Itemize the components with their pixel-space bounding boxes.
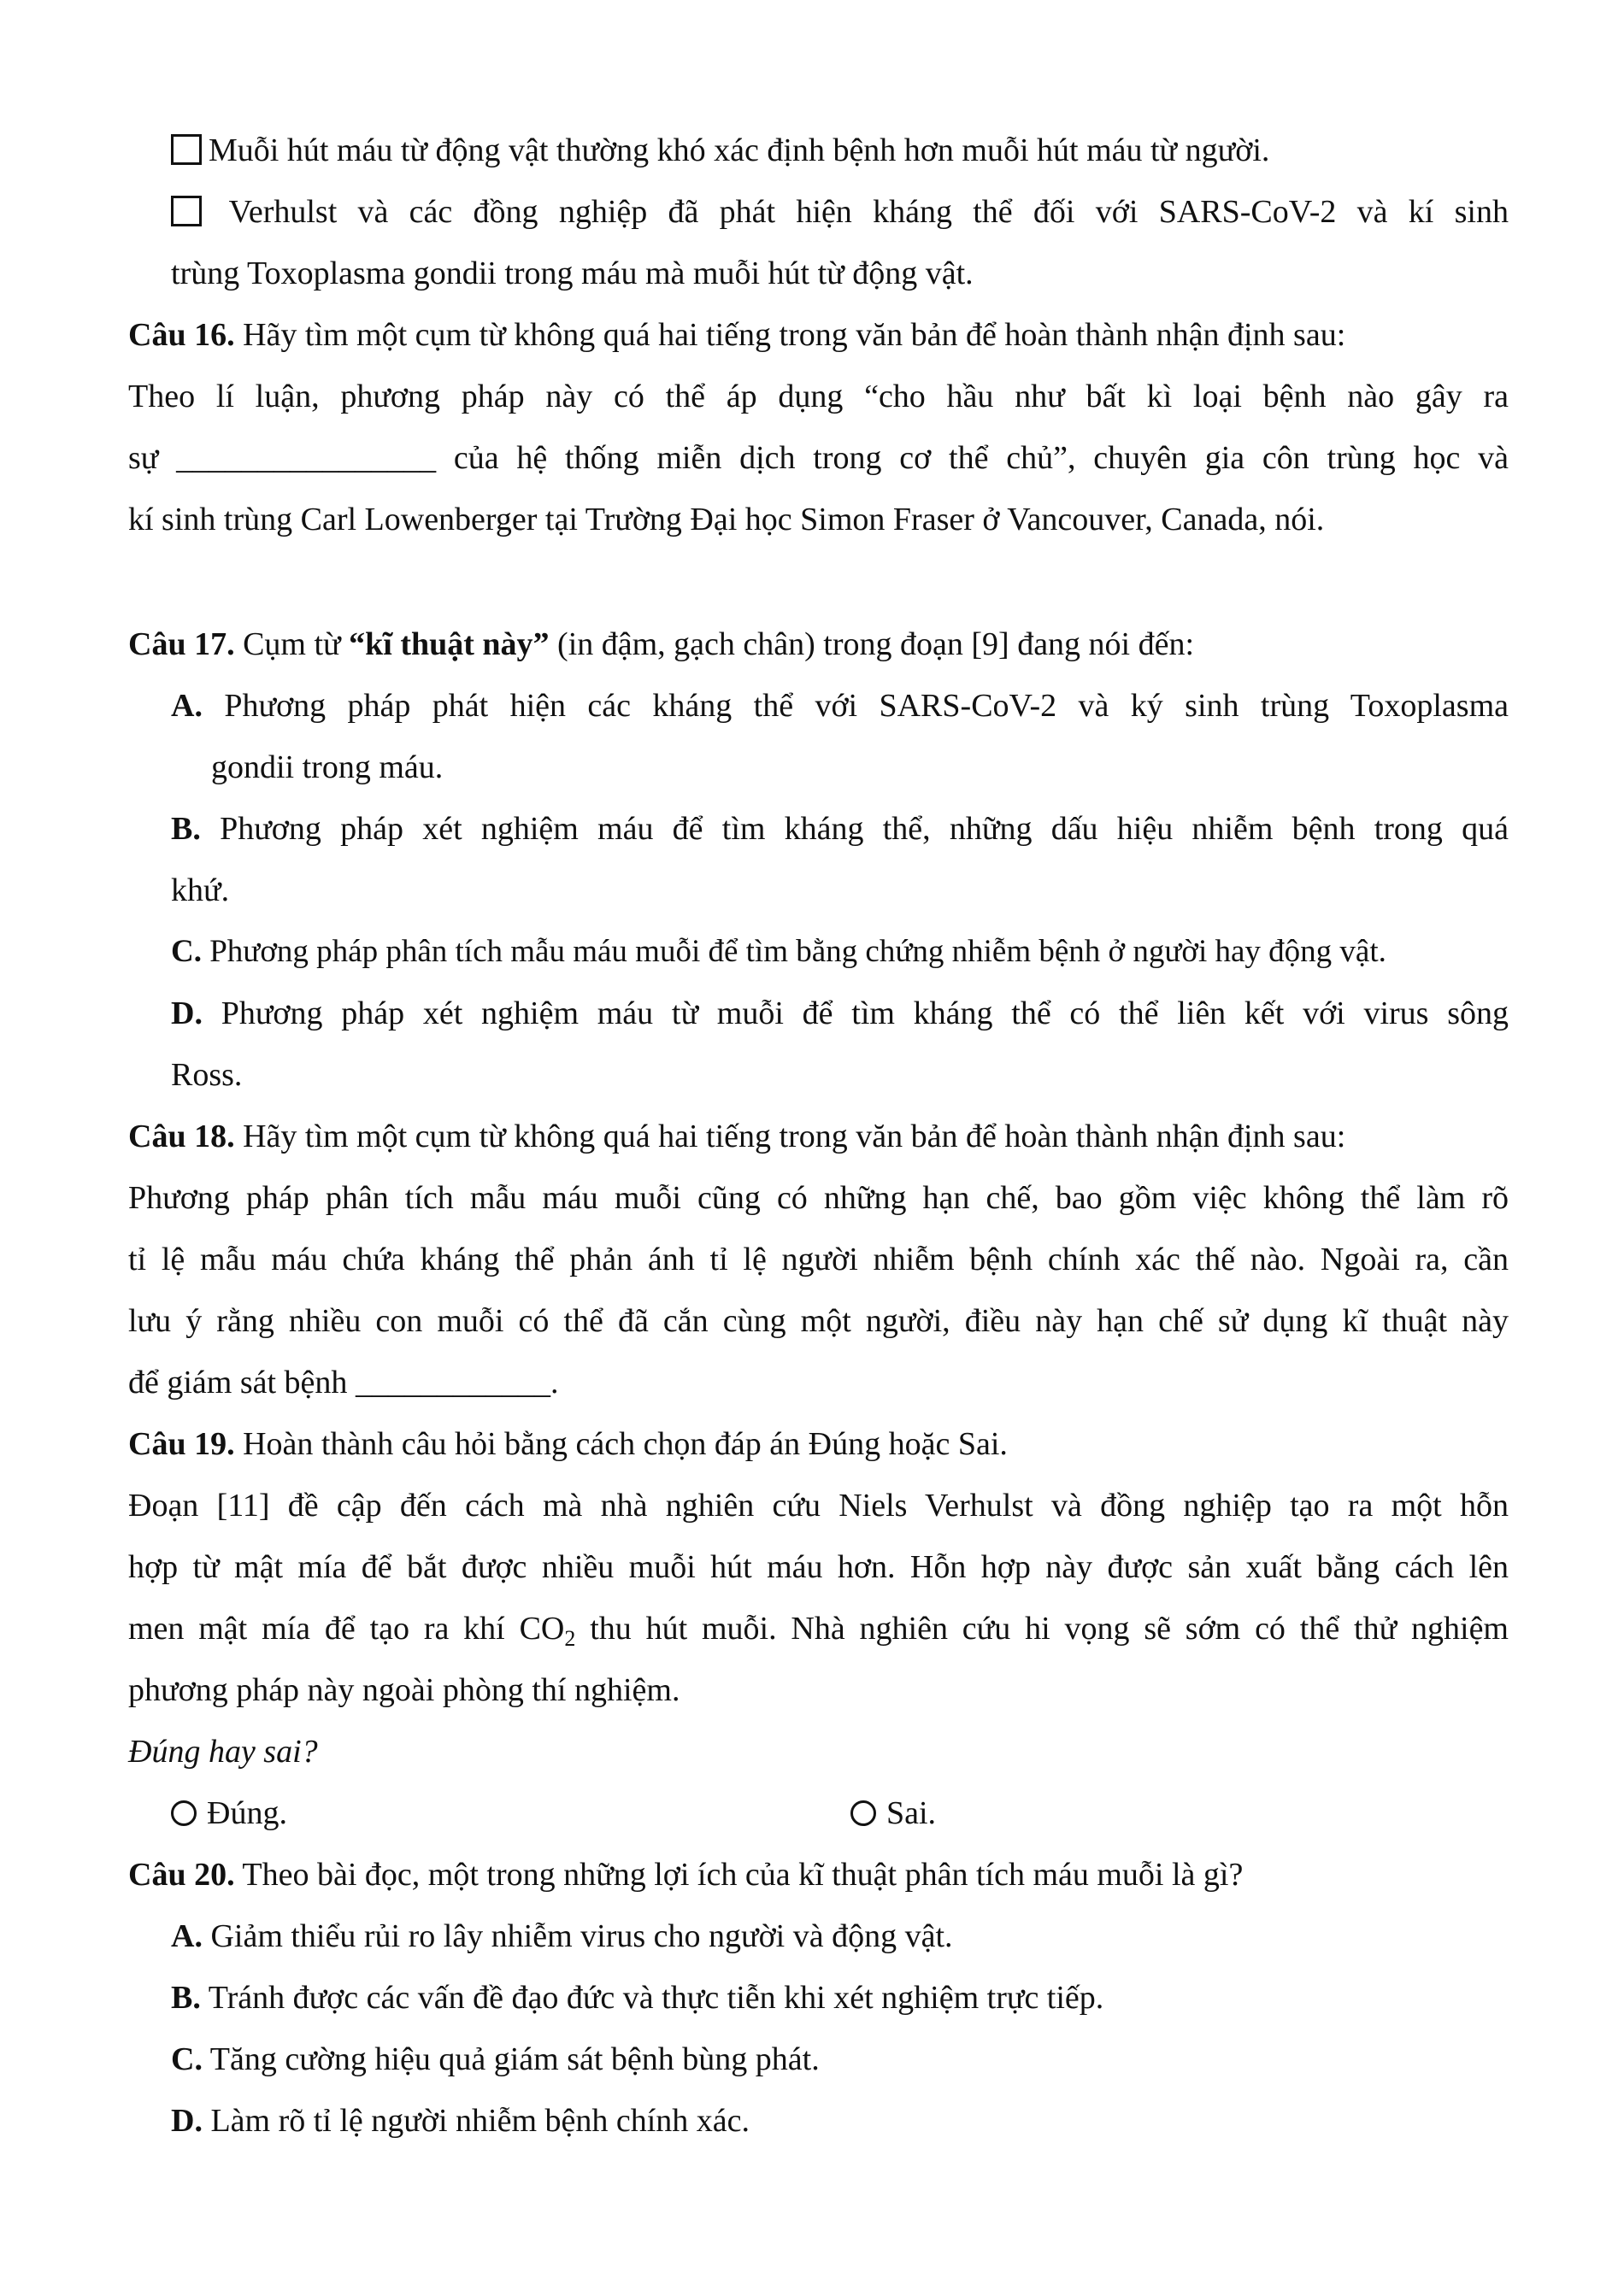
option-text: Giảm thiểu rủi ro lây nhiễm virus cho người và động vật. xyxy=(210,1918,953,1954)
question-18-line: lưu ý rằng nhiều con muỗi có thể đã cắn cùng một người, điều này hạn chế sử dụng kĩ thuật này xyxy=(128,1303,1509,1339)
fill-in-blank[interactable]: ____________ xyxy=(355,1365,550,1401)
option-text: Tăng cường hiệu quả giám sát bệnh bùng phát. xyxy=(209,2041,820,2077)
highlighted-term: “kĩ thuật này” xyxy=(349,626,550,662)
checkbox-item-continuation: trùng Toxoplasma gondii trong máu mà muỗi hút từ động vật. xyxy=(171,255,974,291)
option-a-continuation: gondii trong máu. xyxy=(211,749,444,785)
option-text: Tránh được các vấn đề đạo đức và thực tiễn khi xét nghiệm trực tiếp. xyxy=(208,1980,1104,2016)
option-letter: A. xyxy=(171,1918,203,1954)
question-16-line: kí sinh trùng Carl Lowenberger tại Trường Đại học Simon Fraser ở Vancouver, Canada, nói. xyxy=(128,502,1325,537)
option-letter: D. xyxy=(171,995,203,1031)
question-18-header xyxy=(128,1106,1509,1167)
checkbox-item xyxy=(171,181,1509,243)
question-19-line: Đoạn [11] đề cập đến cách mà nhà nghiên cứu Niels Verhulst và đồng nghiệp tạo ra một hỗn xyxy=(128,1488,1509,1524)
question-label: Câu 19. xyxy=(128,1426,235,1462)
checkbox[interactable] xyxy=(171,196,202,226)
option-letter: B. xyxy=(171,811,201,847)
question-18-line: Phương pháp phân tích mẫu máu muỗi cũng có những hạn chế, bao gồm việc không thể làm rõ xyxy=(128,1180,1509,1216)
question-prompt: Hãy tìm một cụm từ không quá hai tiếng trong văn bản để hoàn thành nhận định sau: xyxy=(243,317,1346,353)
option-text: Phương pháp xét nghiệm máu từ muỗi để tìm kháng thể có thể liên kết với virus sông xyxy=(221,995,1509,1031)
option-letter: C. xyxy=(171,2041,203,2077)
option-letter: B. xyxy=(171,1980,201,2016)
option-b-continuation: khứ. xyxy=(171,872,230,908)
text-fragment: sự xyxy=(128,440,159,476)
option-letter: A. xyxy=(171,688,203,724)
question-label: Câu 18. xyxy=(128,1119,235,1154)
checkbox-item-text: Muỗi hút máu từ động vật thường khó xác định bệnh hơn muỗi hút máu từ người. xyxy=(209,132,1270,168)
option-c[interactable] xyxy=(171,2029,1509,2090)
question-16-header xyxy=(128,304,1509,366)
question-label: Câu 16. xyxy=(128,317,235,353)
question-19-header xyxy=(128,1413,1509,1475)
option-d-continuation: Ross. xyxy=(171,1057,243,1093)
option-c[interactable] xyxy=(171,921,1509,983)
question-prompt: Theo bài đọc, một trong những lợi ích của kĩ thuật phân tích máu muỗi là gì? xyxy=(242,1857,1244,1893)
subscript: 2 xyxy=(564,1626,576,1651)
true-false-question: Đúng hay sai? xyxy=(128,1734,318,1770)
text-fragment: men mật mía để tạo ra khí CO xyxy=(128,1611,565,1647)
radio-icon[interactable] xyxy=(850,1800,876,1826)
question-label: Câu 20. xyxy=(128,1857,235,1893)
question-20-header xyxy=(128,1844,1509,1906)
option-true[interactable] xyxy=(171,1782,287,1844)
fill-in-blank[interactable]: ________________ xyxy=(176,440,437,476)
option-text: Phương pháp phân tích mẫu máu muỗi để tìm bằng chứng nhiễm bệnh ở người hay động vật. xyxy=(209,934,1386,969)
checkbox[interactable] xyxy=(171,134,202,165)
option-b[interactable] xyxy=(171,798,1509,860)
option-text: Phương pháp xét nghiệm máu để tìm kháng thể, những dấu hiệu nhiễm bệnh trong quá xyxy=(220,811,1509,847)
question-19-prompt-italic xyxy=(128,1721,1509,1782)
text-fragment: để giám sát bệnh xyxy=(128,1365,348,1401)
text-fragment: của hệ thống miễn dịch trong cơ thể chủ”, chuyên gia côn trùng học và xyxy=(453,440,1509,476)
question-16-line xyxy=(128,427,1509,489)
option-letter: C. xyxy=(171,934,202,969)
question-17-header xyxy=(128,614,1509,675)
question-19-line xyxy=(128,1598,1509,1659)
option-text: Làm rõ tỉ lệ người nhiễm bệnh chính xác. xyxy=(210,2103,750,2139)
option-d[interactable] xyxy=(171,983,1509,1044)
option-a[interactable] xyxy=(171,1906,1509,1967)
checkbox-item-text: Verhulst và các đồng nghiệp đã phát hiện kháng thể đối với SARS-CoV-2 và kí sinh xyxy=(228,194,1509,230)
option-text: Phương pháp phát hiện các kháng thể với SARS-CoV-2 và ký sinh trùng Toxoplasma xyxy=(224,688,1509,724)
text-fragment: (in đậm, gạch chân) trong đoạn [9] đang nói đến: xyxy=(557,626,1195,662)
text-fragment: thu hút muỗi. Nhà nghiên cứu hi vọng sẽ sớm có thể thử nghiệm xyxy=(575,1611,1509,1647)
option-false[interactable] xyxy=(850,1782,936,1844)
question-16-line: Theo lí luận, phương pháp này có thể áp dụng “cho hầu như bất kì loại bệnh nào gây ra xyxy=(128,379,1509,414)
question-19-line: hợp từ mật mía để bắt được nhiều muỗi hút máu hơn. Hỗn hợp này được sản xuất bằng cách lên xyxy=(128,1549,1509,1585)
option-letter: D. xyxy=(171,2103,203,2139)
question-19-line: phương pháp này ngoài phòng thí nghiệm. xyxy=(128,1672,680,1708)
question-18-line: tỉ lệ mẫu máu chứa kháng thể phản ánh tỉ lệ người nhiễm bệnh chính xác thế nào. Ngoài ra, cần xyxy=(128,1242,1509,1277)
question-18-line xyxy=(128,1352,1509,1413)
option-label: Đúng. xyxy=(207,1795,287,1831)
radio-icon[interactable] xyxy=(171,1800,197,1826)
text-fragment: . xyxy=(550,1365,559,1401)
question-label: Câu 17. xyxy=(128,626,235,662)
question-prompt: Hãy tìm một cụm từ không quá hai tiếng trong văn bản để hoàn thành nhận định sau: xyxy=(243,1119,1346,1154)
true-false-options xyxy=(0,1782,1624,1844)
option-a[interactable] xyxy=(171,675,1509,737)
option-label: Sai. xyxy=(886,1795,937,1831)
option-d[interactable] xyxy=(171,2090,1509,2152)
question-prompt: Hoàn thành câu hỏi bằng cách chọn đáp án Đúng hoặc Sai. xyxy=(243,1426,1008,1462)
checkbox-item xyxy=(171,120,1509,181)
option-b[interactable] xyxy=(171,1967,1509,2029)
text-fragment: Cụm từ xyxy=(243,626,341,662)
